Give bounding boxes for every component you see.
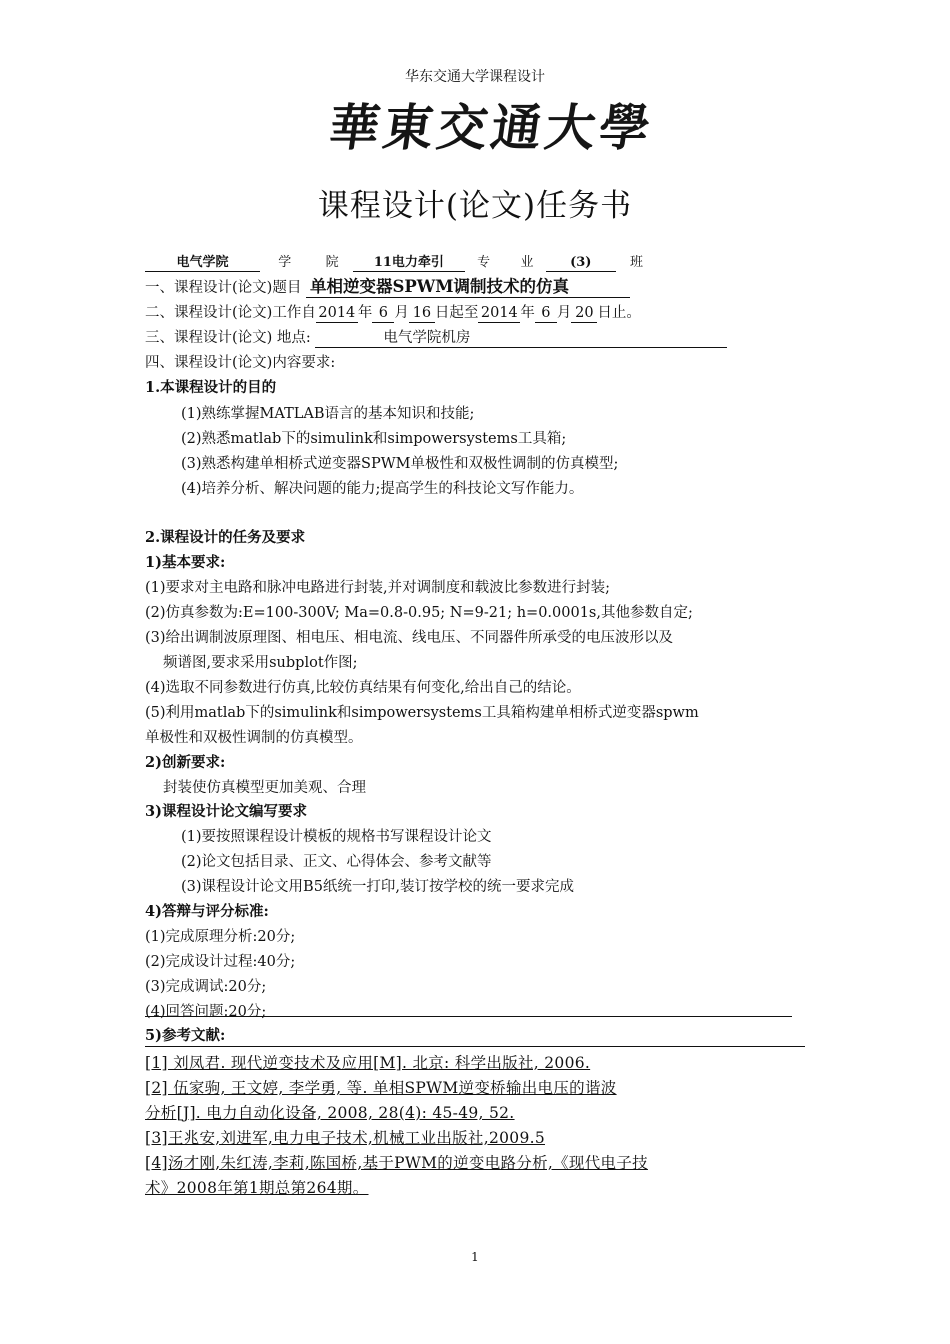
document-title: 课程设计(论文)任务书 bbox=[317, 188, 633, 224]
reference-line: 术》2008年第1期总第264期。 bbox=[145, 1179, 369, 1197]
basic-item: (1)要求对主电路和脉冲电路进行封装,并对调制度和载波比参数进行封装; bbox=[145, 580, 611, 596]
grading-item: (4)回答问题:20分; bbox=[145, 1004, 267, 1020]
end-year: 2014 bbox=[478, 305, 520, 323]
logo-calligraphy: 華東交通大學 bbox=[325, 98, 658, 157]
end-text: 日止。 bbox=[597, 305, 641, 321]
major-field: 11电力牵引 bbox=[353, 255, 465, 272]
start-month: 6 bbox=[372, 305, 394, 323]
reference-line: [4]汤才刚,朱红涛,李莉,陈国桥,基于PWM的逆变电路分析,《现代电子技 bbox=[145, 1154, 648, 1172]
label-yuan: 院 bbox=[325, 255, 339, 270]
grading-item: (3)完成调试:20分; bbox=[145, 979, 267, 995]
topic-label: 一、课程设计(论文)题目 bbox=[145, 280, 302, 296]
class-no-field: (3) bbox=[546, 255, 616, 272]
references-heading: 5)参考文献: bbox=[145, 1027, 226, 1044]
grading-item: (2)完成设计过程:40分; bbox=[145, 954, 296, 970]
grading-heading: 4)答辩与评分标准: bbox=[145, 903, 269, 920]
basic-item: (2)仿真参数为:E=100-300V; Ma=0.8-0.95; N=9-21; h=0.0001s,其他参数自定; bbox=[145, 605, 693, 621]
location-value: 电气学院机房 bbox=[315, 330, 727, 348]
divider-line bbox=[145, 1046, 805, 1047]
end-month: 6 bbox=[535, 305, 557, 323]
reference-line: [3]王兆安,刘进军,电力电子技术,机械工业出版社,2009.5 bbox=[145, 1129, 545, 1147]
page-header: 华东交通大学课程设计 bbox=[405, 69, 545, 85]
purpose-item: (2)熟悉matlab下的simulink和simpowersystems工具箱; bbox=[181, 431, 567, 447]
start-year: 2014 bbox=[316, 305, 358, 323]
content-requirements-label: 四、课程设计(论文)内容要求: bbox=[145, 355, 336, 371]
period-label: 二、课程设计(论文)工作自 bbox=[145, 305, 316, 321]
start-day: 16 bbox=[409, 305, 435, 323]
work-period-line bbox=[145, 301, 641, 323]
location-line bbox=[145, 326, 727, 348]
reference-line: [1] 刘凤君. 现代逆变技术及应用[M]. 北京: 科学出版社, 2006. bbox=[145, 1054, 591, 1072]
university-logo bbox=[325, 88, 658, 157]
basic-item-continued: 频谱图,要求采用subplot作图; bbox=[163, 655, 358, 671]
innovation-heading: 2)创新要求: bbox=[145, 754, 226, 771]
writing-requirements-heading: 3)课程设计论文编写要求 bbox=[145, 803, 307, 820]
writing-item: (3)课程设计论文用B5纸统一打印,装订按学校的统一要求完成 bbox=[181, 879, 575, 895]
basic-item: (4)选取不同参数进行仿真,比较仿真结果有何变化,给出自己的结论。 bbox=[145, 680, 581, 696]
reference-line: 分析[J]. 电力自动化设备, 2008, 28(4): 45-49, 52. bbox=[145, 1104, 515, 1122]
innovation-text: 封装使仿真模型更加美观、合理 bbox=[163, 780, 366, 796]
from-to-text: 日起至 bbox=[434, 305, 479, 321]
basic-requirements-heading: 1)基本要求: bbox=[145, 554, 226, 571]
section2-heading: 2.课程设计的任务及要求 bbox=[145, 529, 306, 546]
writing-item: (2)论文包括目录、正文、心得体会、参考文献等 bbox=[181, 854, 492, 870]
location-label: 三、课程设计(论文) 地点: bbox=[145, 330, 311, 346]
year-text: 年 bbox=[357, 305, 373, 321]
label-ye: 业 bbox=[520, 255, 534, 270]
month-text: 月 bbox=[394, 305, 409, 321]
divider-line bbox=[145, 1016, 792, 1017]
purpose-item: (4)培养分析、解决问题的能力;提高学生的科技论文写作能力。 bbox=[181, 481, 584, 497]
topic-line bbox=[145, 276, 630, 298]
writing-item: (1)要按照课程设计模板的规格书写课程设计论文 bbox=[181, 829, 492, 845]
grading-item: (1)完成原理分析:20分; bbox=[145, 929, 296, 945]
end-day: 20 bbox=[571, 305, 597, 323]
month-text-2: 月 bbox=[556, 305, 572, 321]
reference-line: [2] 伍家驹, 王文婷, 李学勇, 等. 单相SPWM逆变桥输出电压的谐波 bbox=[145, 1079, 617, 1097]
section1-heading: 1.本课程设计的目的 bbox=[145, 379, 277, 396]
topic-value: 单相逆变器SPWM调制技术的仿真 bbox=[306, 277, 630, 298]
label-xue: 学 bbox=[278, 255, 292, 270]
purpose-item: (3)熟悉构建单相桥式逆变器SPWM单极性和双极性调制的仿真模型; bbox=[181, 456, 619, 472]
page-number: 1 bbox=[471, 1250, 479, 1264]
college-field: 电气学院 bbox=[145, 255, 260, 272]
purpose-item: (1)熟练掌握MATLAB语言的基本知识和技能; bbox=[181, 406, 475, 422]
label-ban: 班 bbox=[630, 255, 644, 270]
class-line bbox=[145, 251, 643, 272]
year-text-2: 年 bbox=[520, 305, 535, 321]
label-zhuan: 专 bbox=[477, 255, 491, 270]
basic-item: (5)利用matlab下的simulink和simpowersystems工具箱构建单相桥式逆变器spwm bbox=[145, 705, 699, 721]
basic-item: (3)给出调制波原理图、相电压、相电流、线电压、不同器件所承受的电压波形以及 bbox=[145, 630, 674, 646]
basic-item-continued: 单极性和双极性调制的仿真模型。 bbox=[145, 730, 363, 746]
